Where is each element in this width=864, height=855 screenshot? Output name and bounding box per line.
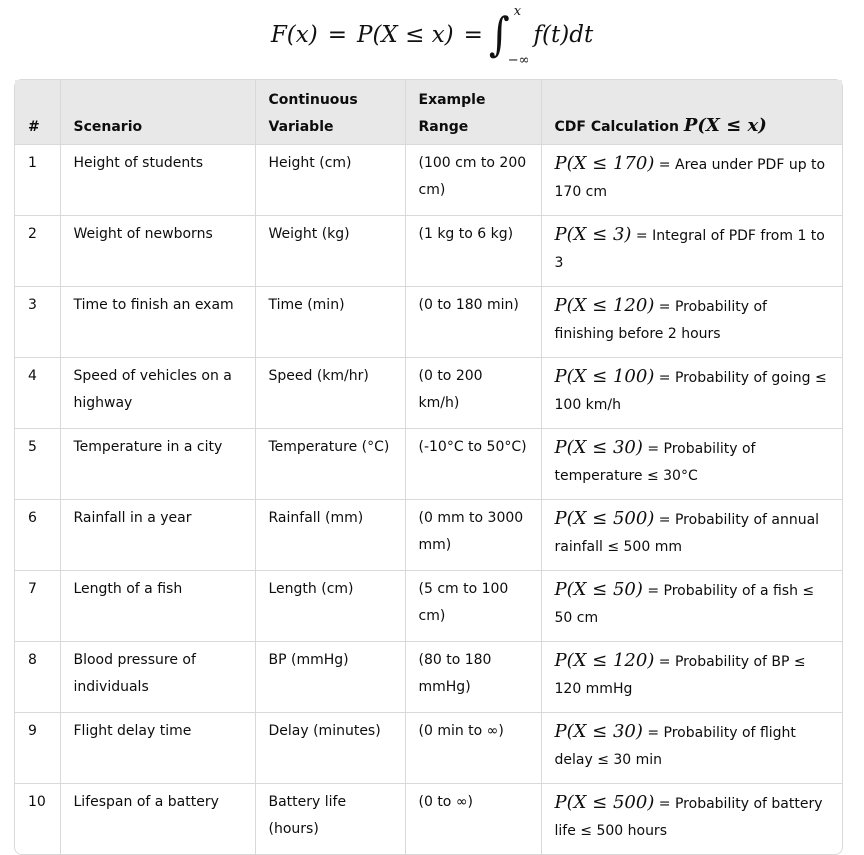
header-variable: Continuous Variable	[255, 80, 405, 144]
cdf-description: = Probability of going ≤ 100 km/h	[554, 369, 827, 413]
cell-variable: Delay (minutes)	[255, 712, 405, 783]
cdf-math: P(X ≤ 170)	[554, 152, 655, 174]
cell-scenario: Blood pressure of individuals	[60, 641, 255, 712]
table-row	[15, 499, 842, 570]
cell-cdf	[541, 783, 842, 854]
header-scenario: Scenario	[60, 80, 255, 144]
table-row	[15, 712, 842, 783]
cell-number: 5	[15, 428, 60, 499]
cell-scenario: Speed of vehicles on a highway	[60, 357, 255, 428]
cell-number: 10	[15, 783, 60, 854]
cell-range: (0 to ∞)	[405, 783, 541, 854]
table-row	[15, 570, 842, 641]
cell-scenario: Length of a fish	[60, 570, 255, 641]
cell-variable: Rainfall (mm)	[255, 499, 405, 570]
cell-range: (5 cm to 100 cm)	[405, 570, 541, 641]
cell-cdf	[541, 712, 842, 783]
cell-range: (-10°C to 50°C)	[405, 428, 541, 499]
integral-sign-icon: ∫	[488, 8, 510, 62]
cdf-math: P(X ≤ 30)	[554, 436, 643, 458]
table-header	[15, 80, 842, 144]
cell-number: 9	[15, 712, 60, 783]
cell-cdf	[541, 286, 842, 357]
cdf-math: P(X ≤ 3)	[554, 223, 632, 245]
cell-range: (0 to 200 km/h)	[405, 357, 541, 428]
table-body	[15, 144, 842, 854]
cdf-description: = Probability of temperature ≤ 30°C	[554, 440, 756, 484]
cdf-math: P(X ≤ 500)	[554, 791, 655, 813]
header-range: Example Range	[405, 80, 541, 144]
cell-cdf	[541, 570, 842, 641]
formula-probability: P(X ≤ x)	[356, 22, 454, 48]
cell-range: (100 cm to 200 cm)	[405, 144, 541, 215]
cdf-formula	[0, 0, 864, 70]
cell-number: 6	[15, 499, 60, 570]
cdf-scenarios-table	[14, 79, 843, 855]
cell-range: (1 kg to 6 kg)	[405, 215, 541, 286]
cell-range: (0 to 180 min)	[405, 286, 541, 357]
cell-number: 8	[15, 641, 60, 712]
header-cdf-math: P(X ≤ x)	[683, 114, 767, 136]
table-row	[15, 783, 842, 854]
cell-range: (80 to 180 mmHg)	[405, 641, 541, 712]
cell-cdf	[541, 357, 842, 428]
formula-equals-2: =	[463, 22, 483, 48]
cell-variable: Speed (km/hr)	[255, 357, 405, 428]
cdf-description: = Probability of a fish ≤ 50 cm	[554, 582, 815, 626]
cell-cdf	[541, 144, 842, 215]
cell-variable: Battery life (hours)	[255, 783, 405, 854]
cdf-description: = Probability of BP ≤ 120 mmHg	[554, 653, 806, 697]
cdf-math: P(X ≤ 500)	[554, 507, 655, 529]
cell-number: 1	[15, 144, 60, 215]
cell-range: (0 min to ∞)	[405, 712, 541, 783]
cell-cdf	[541, 499, 842, 570]
cell-scenario: Height of students	[60, 144, 255, 215]
cdf-description: = Probability of battery life ≤ 500 hours	[554, 795, 823, 839]
cell-scenario: Flight delay time	[60, 712, 255, 783]
cdf-description: = Probability of flight delay ≤ 30 min	[554, 724, 796, 768]
table-row	[15, 144, 842, 215]
cdf-math: P(X ≤ 120)	[554, 649, 655, 671]
cell-scenario: Weight of newborns	[60, 215, 255, 286]
cdf-description: = Integral of PDF from 1 to 3	[554, 227, 825, 271]
cell-variable: Length (cm)	[255, 570, 405, 641]
header-number: #	[15, 80, 60, 144]
cell-number: 2	[15, 215, 60, 286]
table-row	[15, 286, 842, 357]
cdf-description: = Probability of finishing before 2 hours	[554, 298, 767, 342]
header-cdf	[541, 80, 842, 144]
cell-cdf	[541, 641, 842, 712]
cell-variable: BP (mmHg)	[255, 641, 405, 712]
cell-variable: Weight (kg)	[255, 215, 405, 286]
cell-cdf	[541, 428, 842, 499]
cell-number: 3	[15, 286, 60, 357]
cell-scenario: Time to finish an exam	[60, 286, 255, 357]
cell-variable: Temperature (°C)	[255, 428, 405, 499]
table-row	[15, 428, 842, 499]
cell-number: 4	[15, 357, 60, 428]
cdf-math: P(X ≤ 50)	[554, 578, 643, 600]
cdf-description: = Probability of annual rainfall ≤ 500 mm	[554, 511, 820, 555]
cell-variable: Height (cm)	[255, 144, 405, 215]
cdf-math: P(X ≤ 120)	[554, 294, 655, 316]
table-row	[15, 215, 842, 286]
formula-lhs: F(x)	[270, 22, 318, 48]
integral	[488, 4, 530, 68]
integral-upper-limit: x	[513, 4, 522, 19]
cdf-math: P(X ≤ 30)	[554, 720, 643, 742]
cell-variable: Time (min)	[255, 286, 405, 357]
cell-cdf	[541, 215, 842, 286]
integral-lower-limit: −∞	[507, 53, 530, 68]
cell-range: (0 mm to 3000 mm)	[405, 499, 541, 570]
cdf-math: P(X ≤ 100)	[554, 365, 655, 387]
cdf-description: = Area under PDF up to 170 cm	[554, 156, 826, 200]
table-row	[15, 357, 842, 428]
cell-scenario: Lifespan of a battery	[60, 783, 255, 854]
formula-equals-1: =	[327, 22, 347, 48]
table-row	[15, 641, 842, 712]
cell-scenario: Rainfall in a year	[60, 499, 255, 570]
cell-scenario: Temperature in a city	[60, 428, 255, 499]
header-cdf-label: CDF Calculation	[554, 118, 684, 135]
cell-number: 7	[15, 570, 60, 641]
formula-integrand: f(t)dt	[533, 22, 594, 48]
